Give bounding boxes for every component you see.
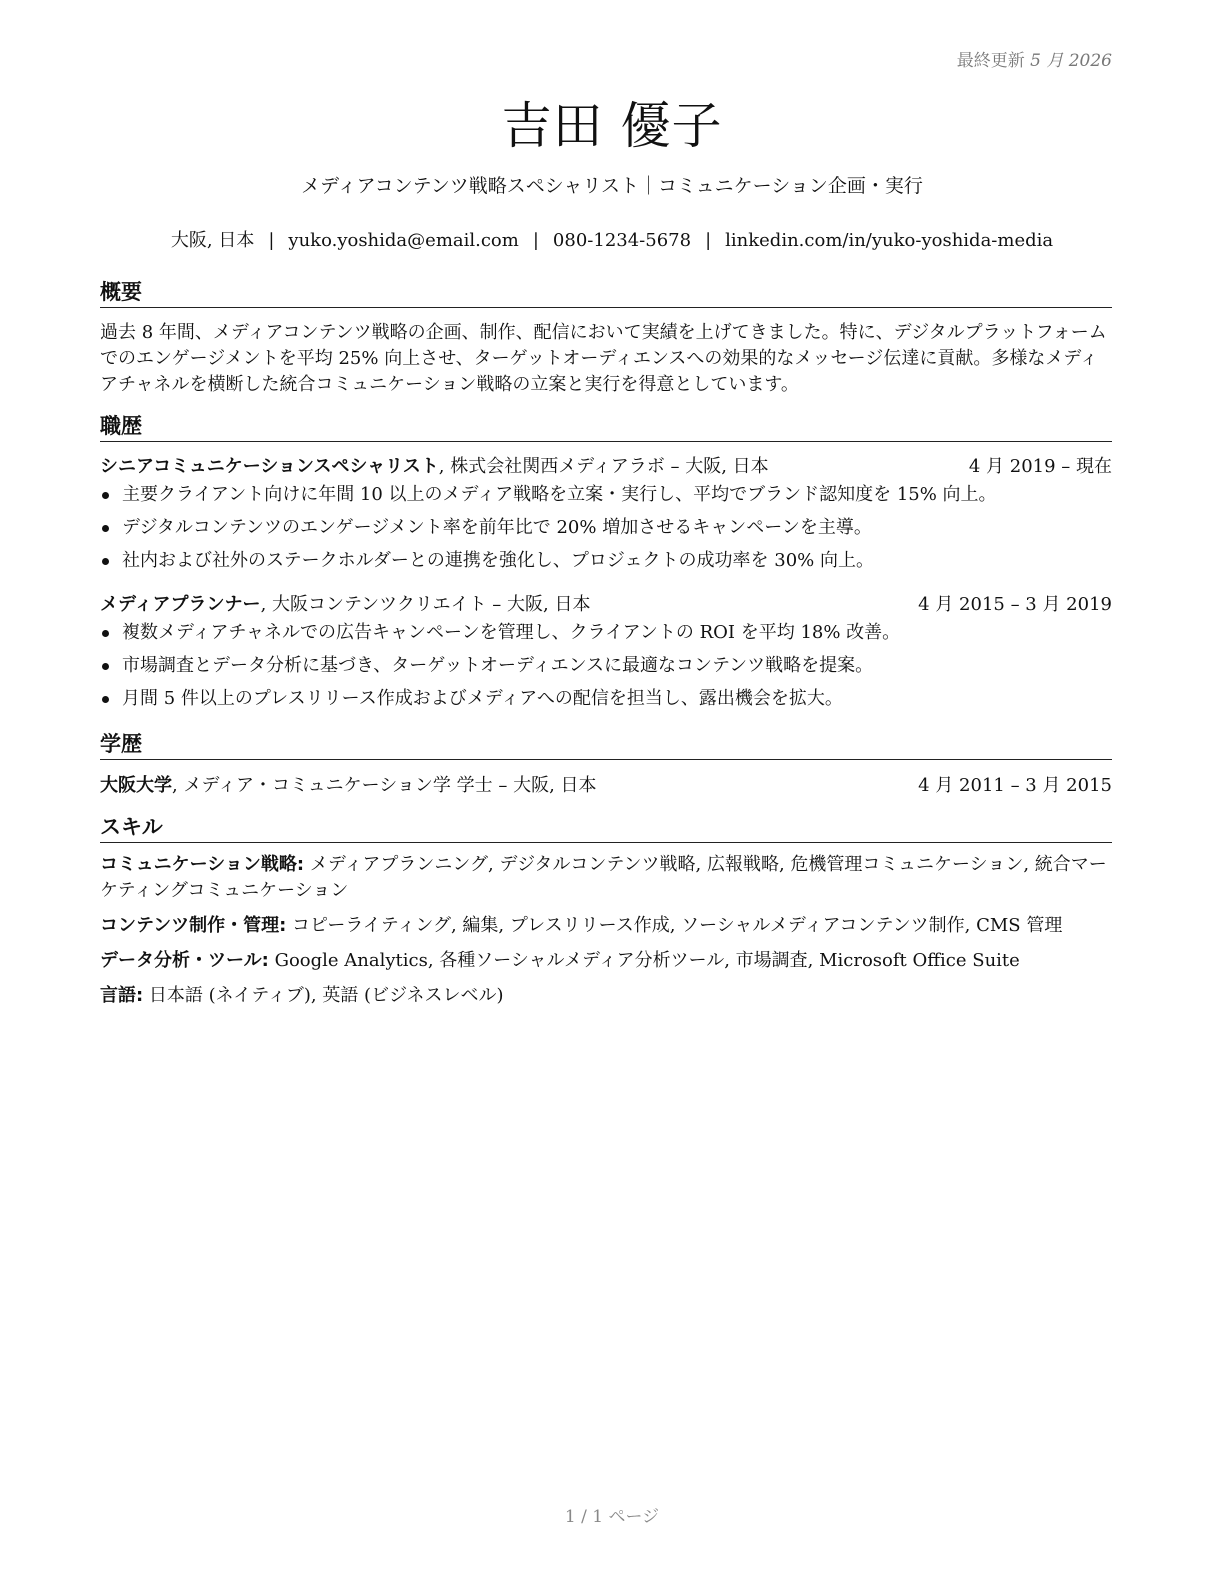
last-updated-date: 5 月 2026 [1030,51,1112,71]
education-school: 大阪大学 [100,775,172,796]
job-entry [100,592,1112,712]
education-entry [100,773,1112,799]
section-title-skills: スキル [100,813,1112,843]
contact-location: 大阪, 日本 [170,230,255,251]
contact-separator: | [532,230,539,251]
job-bullet: 主要クライアント向けに年間 10 以上のメディア戦略を立案・実行し、平均でブランド認知度を 15% 向上。 [100,482,1112,508]
job-bullets [100,620,1112,712]
skill-value: 日本語 (ネイティブ), 英語 (ビジネスレベル) [143,985,504,1006]
job-org: , 大阪コンテンツクリエイト – 大阪, 日本 [260,594,591,615]
job-bullet: 市場調査とデータ分析に基づき、ターゲットオーディエンスに最適なコンテンツ戦略を提案。 [100,653,1112,679]
summary-section [100,278,1112,398]
contact-phone[interactable]: 080-1234-5678 [552,230,692,251]
job-role: メディアプランナー [100,594,261,615]
job-role: シニアコミュニケーションスペシャリスト [100,456,439,477]
summary-text: 過去 8 年間、メディアコンテンツ戦略の企画、制作、配信において実績を上げてきました。特に、デジタルプラットフォームでのエンゲージメントを平均 25% 向上させ、ターゲットオーディエンスへの効果的なメッセージ伝達に貢献。多様なメディアチャネルを横断した統合コミュニケーション戦略の立案と実行を得意としています。 [100,322,1107,395]
job-bullet: 月間 5 件以上のプレスリリース作成およびメディアへの配信を担当し、露出機会を拡大。 [100,686,1112,712]
job-dates: 4 月 2019 – 現在 [968,456,1112,477]
job-entry [100,454,1112,574]
skill-row [100,948,1112,974]
last-updated [957,46,1112,71]
last-updated-label: 最終更新 [956,51,1025,71]
skill-label: 言語: [100,985,144,1006]
job-title-line [100,592,590,618]
skill-value: コピーライティング, 編集, プレスリリース作成, ソーシャルメディアコンテンツ制作, CMS 管理 [286,915,1063,936]
experience-section [100,412,1112,712]
job-bullet: 社内および社外のステークホルダーとの連携を強化し、プロジェクトの成功率を 30% 向上。 [100,548,1112,574]
section-title-education: 学歴 [100,730,1112,760]
skill-row [100,913,1112,939]
education-section [100,730,1112,799]
job-bullet: デジタルコンテンツのエンゲージメント率を前年比で 20% 増加させるキャンペーンを主導。 [100,515,1112,541]
skill-row [100,852,1112,904]
job-bullet: 複数メディアチャネルでの広告キャンペーンを管理し、クライアントの ROI を平均 18% 改善。 [100,620,1112,646]
section-title-summary: 概要 [100,278,1112,308]
resume-content [100,278,1112,1009]
contact-linkedin[interactable]: linkedin.com/in/yuko-yoshida-media [725,230,1054,251]
skill-label: コミュニケーション戦略: [100,854,305,875]
skill-label: コンテンツ制作・管理: [100,915,287,936]
job-dates: 4 月 2015 – 3 月 2019 [918,594,1112,615]
job-bullets [100,482,1112,574]
job-header [100,592,1112,618]
tagline: メディアコンテンツ戦略スペシャリスト｜コミュニケーション企画・実行 [301,175,923,197]
contact-separator: | [705,230,712,251]
skill-value: Google Analytics, 各種ソーシャルメディア分析ツール, 市場調査, Microsoft Office Suite [268,950,1020,971]
skill-value: メディアプランニング, デジタルコンテンツ戦略, 広報戦略, 危機管理コミュニケーション, 統合マーケティングコミュニケーション [100,854,1107,901]
section-title-experience: 職歴 [100,412,1112,442]
skill-row [100,983,1112,1009]
education-detail: , メディア・コミュニケーション学 学士 – 大阪, 日本 [172,775,597,796]
education-line [100,773,597,799]
job-org: , 株式会社関西メディアラボ – 大阪, 日本 [438,456,769,477]
page-indicator: 1 / 1 ページ [564,1507,660,1527]
job-title-line [100,454,769,480]
skills-section [100,813,1112,1009]
skill-label: データ分析・ツール: [100,950,269,971]
contact-line [0,226,1224,252]
contact-separator: | [268,230,275,251]
contact-email[interactable]: yuko.yoshida@email.com [288,230,519,251]
candidate-name: 吉田 優子 [501,97,723,155]
job-header [100,454,1112,480]
education-dates: 4 月 2011 – 3 月 2015 [918,775,1112,796]
